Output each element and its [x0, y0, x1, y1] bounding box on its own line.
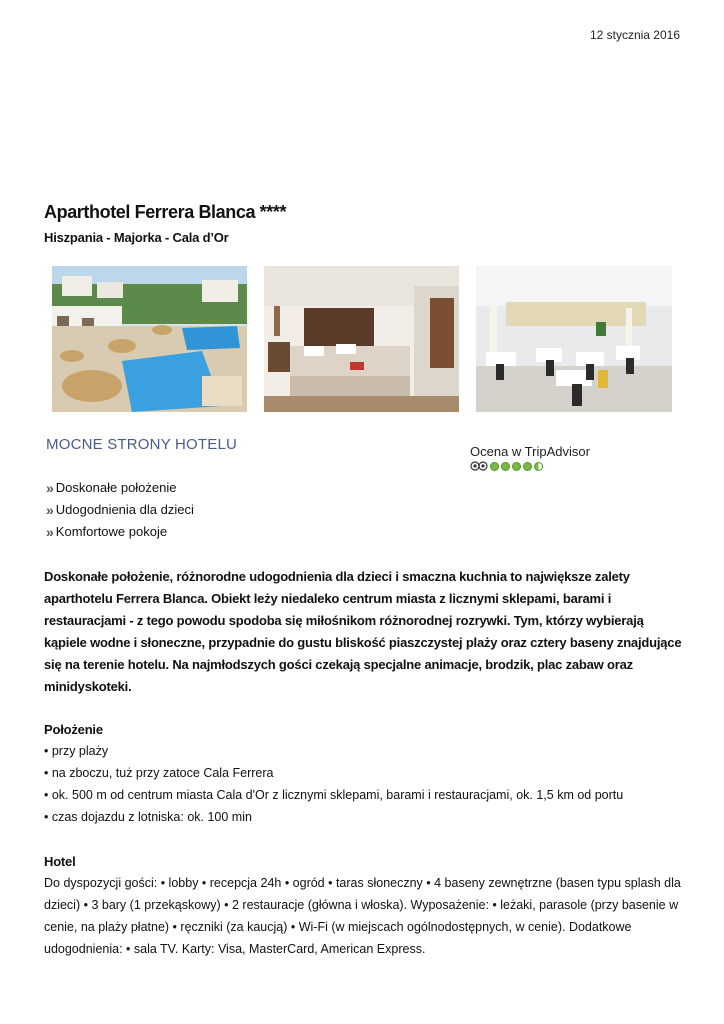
double-chevron-icon: »: [46, 480, 54, 496]
rating-bubble-icon: [523, 462, 532, 471]
strengths-list: [46, 480, 194, 546]
tripadvisor-owl-icon: [470, 461, 488, 471]
rating-bubble-half-icon: [534, 462, 543, 471]
photo-gallery: [52, 266, 672, 412]
document-date: 12 stycznia 2016: [589, 28, 680, 42]
list-item: • czas dojazdu z lotniska: ok. 100 min: [44, 810, 252, 824]
room-photo: [264, 266, 459, 412]
restaurant-photo: [476, 266, 672, 412]
tripadvisor-label: Ocena w TripAdvisor: [470, 444, 590, 459]
list-item: • przy plaży: [44, 744, 109, 758]
hotel-title: Aparthotel Ferrera Blanca ****: [44, 202, 287, 222]
hotel-location: Hiszpania - Majorka - Cala d’Or: [44, 230, 229, 245]
intro-paragraph: Doskonałe położenie, różnorodne udogodnienia dla dzieci i smaczna kuchnia to największe zalety aparthotelu Ferrera Blanca. Obiekt leży niedaleko centrum miasta z licznymi sklepami, barami i restauracjami - z tego powodu spodoba się miłośnikom różnorodnej rozrywki. Tym, którzy wybierają kąpiele wodne i słoneczne, przypadnie do gustu bliskość piaszczystej plaży oraz cztery baseny znajdujące się na terenie hotelu. Na najmłodszych gości czekają specjalne animacje, brodzik, plac zabaw oraz minidyskoteki.: [44, 569, 682, 694]
rating-bubble-icon: [512, 462, 521, 471]
location-section: [44, 720, 684, 828]
list-item: » Komfortowe pokoje: [46, 524, 168, 540]
hotel-section: [44, 852, 684, 960]
list-item: • na zboczu, tuż przy zatoce Cala Ferrera: [44, 766, 274, 780]
strengths-heading: MOCNE STRONY HOTELU: [46, 436, 238, 453]
list-item: • ok. 500 m od centrum miasta Cala d'Or z licznymi sklepami, barami i restauracjami, ok. 1,5 km od portu: [44, 788, 624, 802]
rating-bubble-icon: [490, 462, 499, 471]
list-item: » Doskonałe położenie: [46, 480, 177, 496]
double-chevron-icon: »: [46, 502, 54, 518]
double-chevron-icon: »: [46, 524, 54, 540]
tripadvisor-rating: [470, 444, 590, 471]
hotel-amenities-text: Do dyspozycji gości: • lobby • recepcja 24h • ogród • taras słoneczny • 4 baseny zewnętrzne (basen typu splash dla dzieci) • 3 bary (1 przekąskowy) • 2 restauracje (główna i włoska). Wyposażenie: • leżaki, parasole (przy basenie w cenie, na plaży płatne) • ręczniki (za kaucją) • Wi-Fi (w miejscach ogólnodostępnych, w cenie). Dodatkowe udogodnienia: • sala TV. Karty: Visa, MasterCard, American Express.: [44, 876, 681, 956]
list-item: » Udogodnienia dla dzieci: [46, 502, 194, 518]
rating-bubbles: [470, 461, 590, 471]
location-heading: Położenie: [44, 722, 103, 737]
rating-bubble-icon: [501, 462, 510, 471]
hotel-heading: Hotel: [44, 854, 76, 869]
pool-photo: [52, 266, 247, 412]
